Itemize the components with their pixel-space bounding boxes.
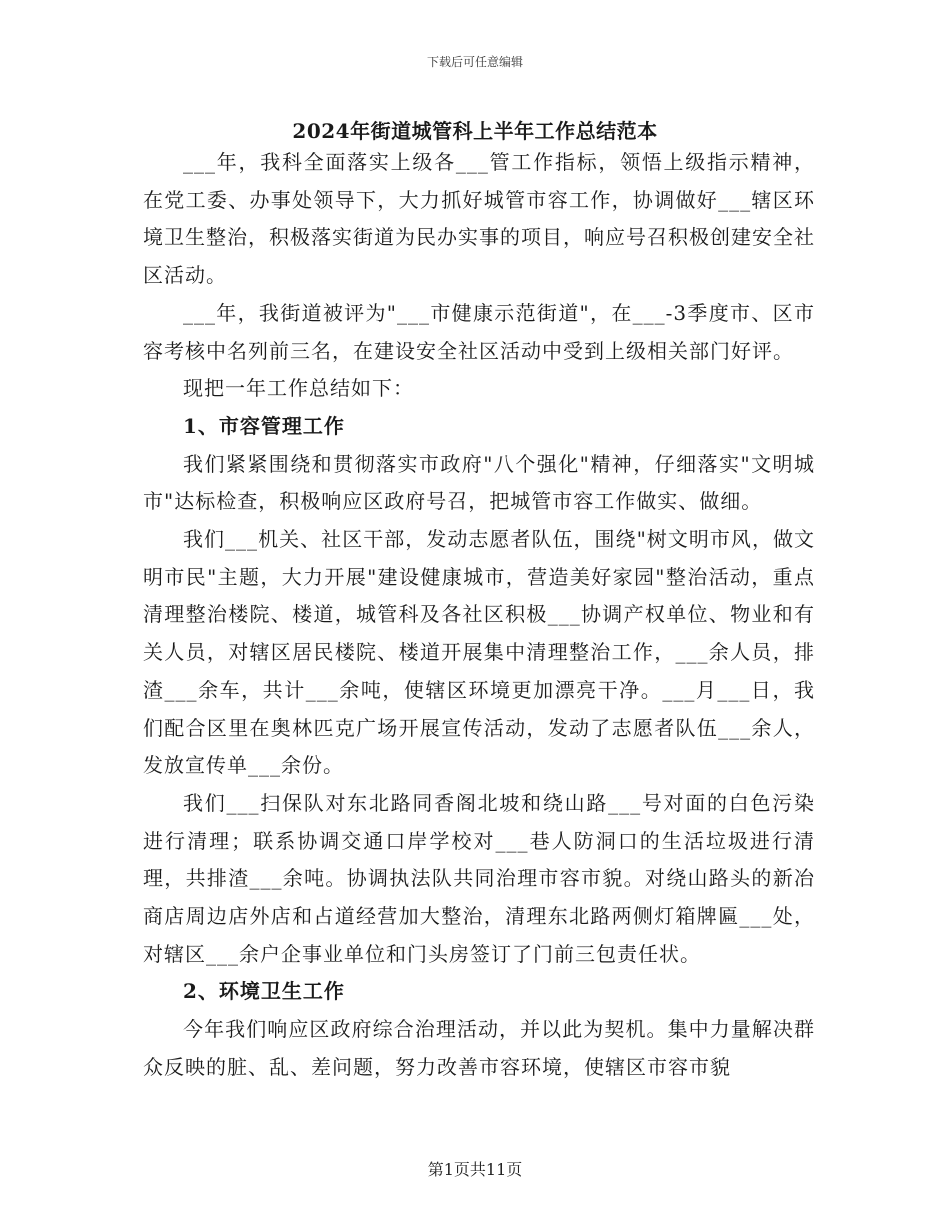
section-heading: 1、市容管理工作 (183, 413, 345, 438)
paragraph: 我们___扫保队对东北路同香阁北坡和绕山路___号对面的白色污染进行清理；联系协调交通口岸学校对___巷人防洞口的生活垃圾进行清理，共排渣___余吨。协调执法队共同治理市容市貌。对绕山路头的新冶商店周边店外店和占道经营加大整治，清理东北路两侧灯箱牌匾___处，对辖区___余户企事业单位和门头房签订了门前三包责任状。 (143, 790, 815, 966)
paragraph: 今年我们响应区政府综合治理活动，并以此为契机。集中力量解决群众反映的脏、乱、差问题，努力改善市容环境，使辖区市容市貌 (143, 1017, 815, 1079)
page-header: 下载后可任意编辑 (426, 55, 523, 69)
paragraph: ___年，我街道被评为"___市健康示范街道"，在___-3季度市、区市容考核中名列前三名，在建设安全社区活动中受到上级相关部门好评。 (143, 300, 815, 363)
document-body (143, 144, 815, 1087)
paragraph: ___年，我科全面落实上级各___管工作指标，领悟上级指示精神，在党工委、办事处领导下，大力抓好城管市容工作，协调做好___辖区环境卫生整治，积极落实街道为民办实事的项目，响应号召积极创建安全社区活动。 (143, 150, 815, 288)
document-title: 2024年街道城管科上半年工作总结范本 (292, 119, 658, 143)
section-heading: 2、环境卫生工作 (183, 979, 345, 1004)
paragraph: 我们紧紧围绕和贯彻落实市政府"八个强化"精神，仔细落实"文明城市"达标检查，积极响应区政府号召，把城管市容工作做实、做细。 (143, 451, 815, 514)
page-footer: 第1页共11页 (427, 1160, 523, 1179)
paragraph: 现把一年工作总结如下： (183, 376, 414, 401)
paragraph: 我们___机关、社区干部，发动志愿者队伍，围绕"树文明市风，做文明市民"主题，大力开展"建设健康城市，营造美好家园"整治活动，重点清理整治楼院、楼道，城管科及各社区积极___协调产权单位、物业和有关人员，对辖区居民楼院、楼道开展集中清理整治工作，___余人员，排渣___余车，共计___余吨，使辖区环境更加漂亮干净。___月___日，我们配合区里在奥林匹克广场开展宣传活动，发动了志愿者队伍___余人，发放宣传单___余份。 (143, 527, 815, 778)
